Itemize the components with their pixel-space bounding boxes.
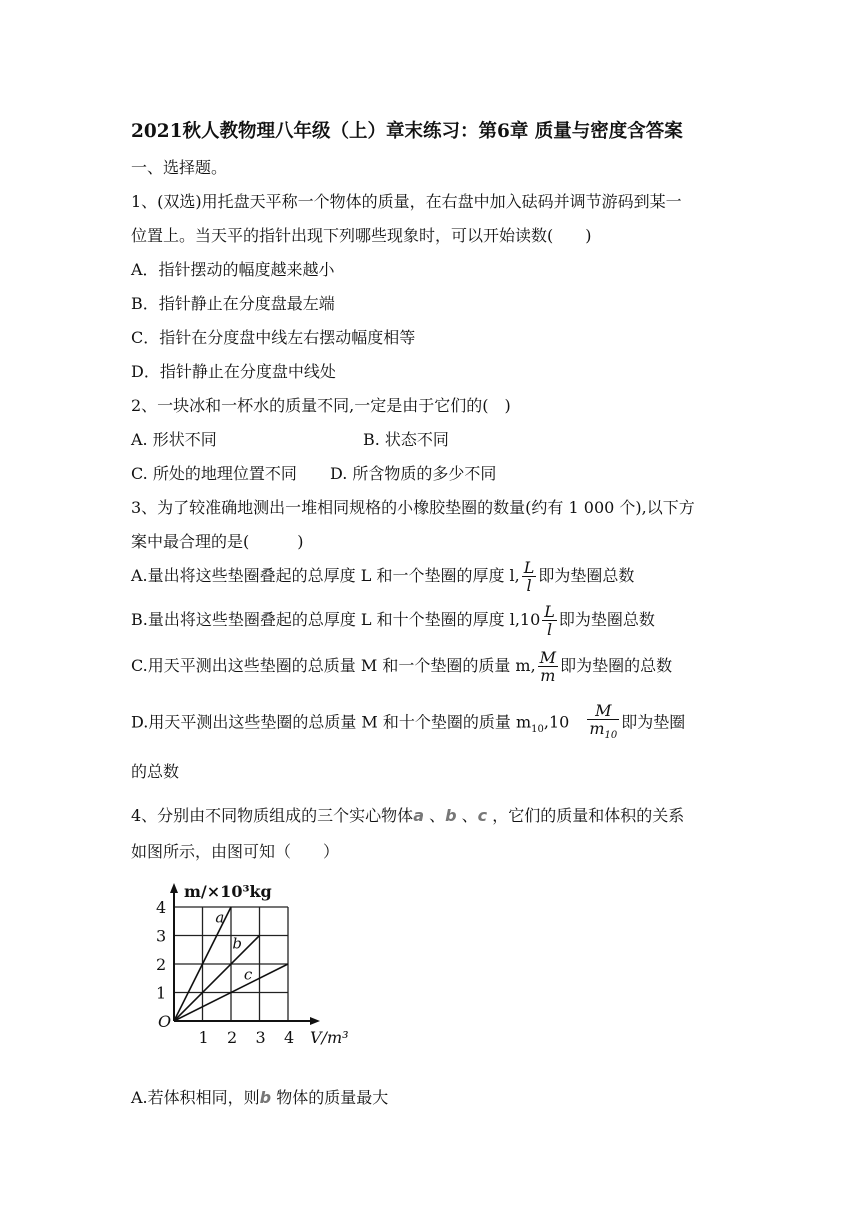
q3-option-b: [131, 602, 655, 638]
section-heading: 一、选择题。: [131, 158, 228, 177]
q3-option-d-subscript: 10: [531, 723, 544, 735]
graph-axes: [170, 883, 320, 1025]
q4-option-a-tail: 物体的质量最大: [271, 1088, 389, 1107]
y-axis-arrow: [170, 883, 178, 893]
denominator-letter: m: [589, 719, 605, 738]
q3-option-d-tail: 即为垫圈: [621, 712, 686, 732]
mass-volume-graph: [154, 882, 354, 1057]
q4-stem-line2: 如图所示，由图可知（ ）: [131, 842, 340, 861]
q3-option-d-text: D.用天平测出这些垫圈的总质量 M 和十个垫圈的质量 m: [131, 712, 532, 732]
series-label-c: c: [243, 965, 253, 984]
origin-label: O: [158, 1012, 172, 1031]
q2-stem: 2、一块冰和一杯水的质量不同,一定是由于它们的( ): [131, 396, 511, 415]
q3-option-b-tail: 即为垫圈总数: [558, 610, 655, 629]
q3-option-a-tail: 即为垫圈总数: [538, 566, 635, 585]
q3-option-b-fraction: [542, 603, 557, 638]
q3-option-d-mid: ,10: [543, 712, 570, 732]
x-tick-label: 4: [284, 1028, 295, 1047]
fraction-denominator: m: [540, 666, 556, 685]
q3-stem-line2: 案中最合理的是( ): [131, 532, 304, 551]
page-title: 2021秋人教物理八年级（上）章末练习：第6章 质量与密度含答案: [131, 121, 683, 142]
fraction-numerator: M: [587, 702, 619, 720]
fraction-numerator: L: [544, 602, 555, 621]
q3-option-c: [131, 648, 672, 684]
q1-option-b: B．指针静止在分度盘最左端: [131, 294, 335, 313]
fraction-numerator: L: [523, 558, 535, 577]
q3-option-a: [131, 558, 634, 594]
x-axis-arrow: [310, 1017, 320, 1025]
q3-option-c-fraction: [538, 649, 558, 684]
q3-option-d-continued: 的总数: [131, 762, 180, 781]
fraction-denominator: l: [547, 620, 553, 639]
series-label-a: a: [215, 908, 225, 927]
fraction-denominator: l: [526, 576, 532, 595]
q2-option-b: B. 状态不同: [363, 430, 449, 449]
q3-option-d: [131, 702, 685, 748]
y-tick-label: 3: [156, 926, 167, 946]
fraction-numerator: M: [539, 648, 557, 667]
q3-option-a-fraction: [522, 559, 537, 594]
q1-option-a: A．指针摆动的幅度越来越小: [131, 260, 335, 279]
q1-stem-line1: 1、(双选)用托盘天平称一个物体的质量，在右盘中加入砝码并调节游码到某一: [131, 192, 682, 211]
q3-option-b-text: B.量出将这些垫圈叠起的总厚度 L 和十个垫圈的厚度 l,10: [131, 610, 541, 629]
object-b-label: b: [259, 1088, 272, 1107]
y-axis-label: m/×10³kg: [184, 882, 272, 901]
denominator-subscript: 10: [604, 730, 618, 742]
fraction-denominator: [587, 720, 619, 744]
separator: 、: [456, 806, 478, 825]
x-tick-label: 1: [198, 1028, 209, 1047]
q3-stem-line1: 3、为了较准确地测出一堆相同规格的小橡胶垫圈的数量(约有 1 000 个),以下方: [131, 498, 695, 517]
q2-option-d: D. 所含物质的多少不同: [330, 464, 497, 483]
series-label-b: b: [232, 934, 243, 953]
q4-option-a: [131, 1088, 388, 1108]
y-tick-label: 4: [156, 898, 167, 917]
y-tick-label: 2: [156, 955, 167, 974]
q1-stem-line2: 位置上。当天平的指针出现下列哪些现象时，可以开始读数( ): [131, 226, 592, 245]
q3-option-a-text: A.量出将这些垫圈叠起的总厚度 L 和一个垫圈的厚度 l,: [131, 566, 520, 585]
q4-stem-text: 4、分别由不同物质组成的三个实心物体: [131, 806, 414, 825]
q2-option-c: C. 所处的地理位置不同: [131, 464, 297, 483]
separator: 、: [423, 806, 446, 825]
q4-stem-line1: [131, 806, 684, 826]
q3-option-d-fraction: [587, 702, 619, 744]
object-a-label: a: [413, 806, 424, 825]
q2-option-a: A. 形状不同: [131, 430, 217, 449]
q3-option-c-text: C.用天平测出这些垫圈的总质量 M 和一个垫圈的质量 m,: [131, 656, 536, 675]
q1-option-c: C．指针在分度盘中线左右摆动幅度相等: [131, 328, 416, 347]
q3-option-c-tail: 即为垫圈的总数: [560, 656, 673, 675]
object-b-label: b: [445, 806, 457, 825]
q4-option-a-text: A.若体积相同，则: [131, 1088, 260, 1107]
q4-stem-tail: ，它们的质量和体积的关系: [487, 806, 685, 825]
y-tick-label: 1: [156, 983, 167, 1003]
x-tick-label: 3: [255, 1028, 266, 1047]
object-c-label: c: [477, 806, 488, 825]
x-tick-label: 2: [227, 1028, 238, 1047]
x-axis-label: V/m³: [310, 1028, 349, 1047]
q1-option-d: D．指针静止在分度盘中线处: [131, 362, 336, 381]
